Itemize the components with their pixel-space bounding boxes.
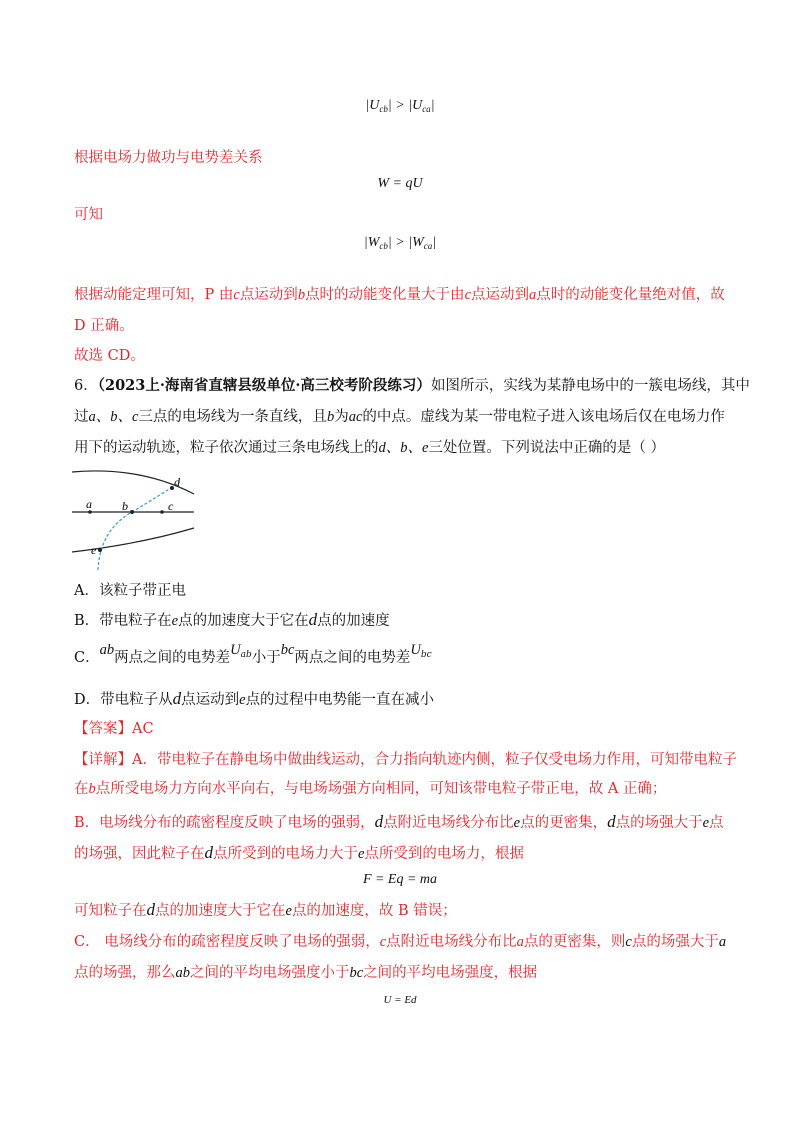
question-stem: 过a、b、c三点的电场线为一条直线，且b为ac的中点。虚线为某一带电粒子进入该电场后仅在电场力作	[74, 409, 725, 425]
text-line: 根据动能定理可知，P 由c点运动到b点时的动能变化量大于由c点运动到a点时的动能变化量绝对值，故	[74, 287, 725, 303]
label-d: d	[174, 475, 180, 489]
text-line: 根据电场力做功与电势差关系	[74, 150, 263, 166]
formula-w-qu: W = qU	[377, 176, 423, 191]
point-c	[160, 510, 164, 514]
option-b: B．带电粒子在e点的加速度大于它在d点的加速度	[74, 610, 390, 629]
text-line: 可知	[74, 207, 103, 223]
label-b: b	[122, 499, 128, 513]
label-e: e	[91, 543, 97, 557]
text-line: D 正确。	[74, 318, 134, 334]
answer-label: 【答案】AC	[74, 721, 154, 737]
point-b	[130, 510, 134, 514]
label-c: c	[168, 499, 174, 513]
option-d: D．带电粒子从d点运动到e点的过程中电势能一直在减小	[74, 689, 435, 708]
formula-u-compare: $|U_{cb}| > |U_{ca}|$	[365, 98, 435, 114]
explanation-line: 【详解】A．带电粒子在静电场中做曲线运动，合力指向轨迹内侧，粒子仅受电场力作用，可知带电粒子	[74, 752, 737, 768]
question-stem: 6．（2023上·海南省直辖县级单位·高三校考阶段练习）如图所示，实线为某静电场中的一簇电场线，其中	[74, 377, 750, 394]
explanation-line: 在b点所受电场力方向水平向右，与电场场强方向相同，可知该带电粒子带正电，故 A 正确；	[74, 781, 667, 797]
option-a: A．该粒子带正电	[74, 583, 186, 599]
particle-trajectory	[98, 482, 180, 570]
point-e	[98, 548, 102, 552]
explanation-line: B．电场线分布的疏密程度反映了电场的强弱，d点附近电场线分布比e点的更密集，d点的场强大于e点	[74, 812, 724, 831]
formula-w-compare: $|W_{cb}| > |W_{ca}|$	[363, 235, 437, 251]
formula-f-eq-ma: F = Eq = ma	[362, 872, 438, 887]
explanation-line: 可知粒子在d点的加速度大于它在e点的加速度，故 B 错误；	[74, 900, 457, 919]
formula-u-ed: U = Ed	[383, 994, 417, 1006]
label-a: a	[86, 497, 92, 511]
question-stem: 用下的运动轨迹，粒子依次通过三条电场线上的d、b、e三处位置。下列说法中正确的是（ ）	[74, 440, 666, 456]
explanation-line: C． 电场线分布的疏密程度反映了电场的强弱，c点附近电场线分布比a点的更密集，则c点的场强大于a	[74, 934, 727, 950]
text-line: 故选 CD。	[74, 348, 145, 364]
option-c: C．ab两点之间的电势差$U^{ab}$小于bc两点之间的电势差$U^{bc}$	[74, 642, 432, 666]
explanation-line: 的场强，因此粒子在d点所受到的电场力大于e点所受到的电场力，根据	[74, 843, 524, 862]
electric-field-figure	[70, 466, 200, 576]
explanation-line: 点的场强，那么ab之间的平均电场强度小于bc之间的平均电场强度，根据	[74, 965, 538, 981]
